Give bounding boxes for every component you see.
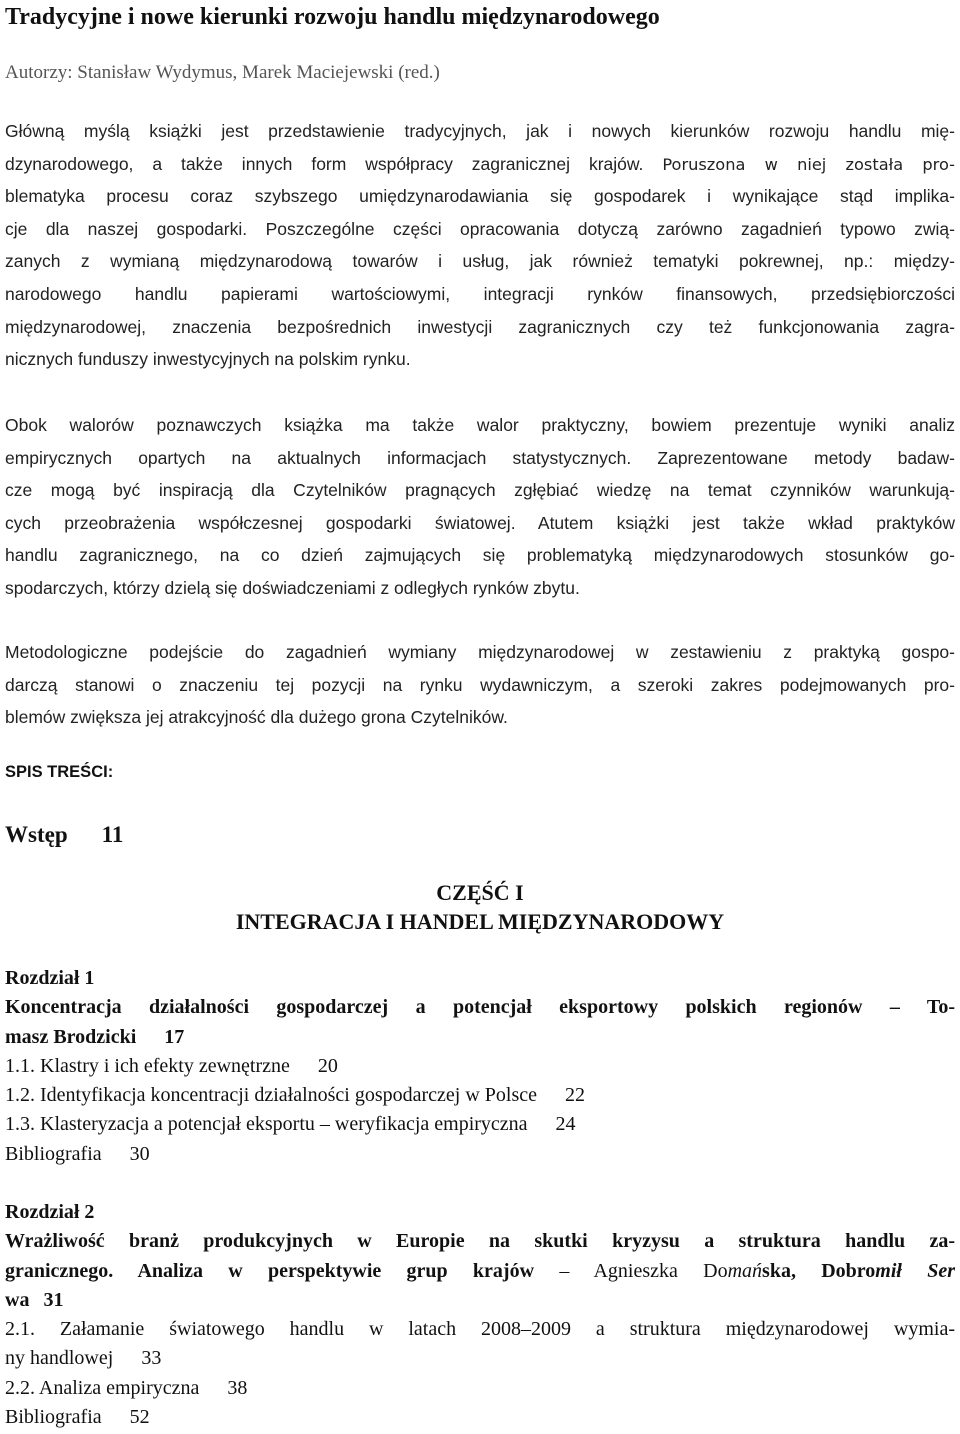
toc-page-number: 33	[141, 1347, 162, 1370]
toc-page-number: 11	[101, 822, 124, 847]
part-subheading: INTEGRACJA I HANDEL MIĘDZYNARODOWY	[235, 909, 725, 934]
chapter-title-continuation[interactable]: wa 31	[5, 1288, 64, 1311]
toc-section-entry[interactable]: 1.3. Klasteryzacja a potencjał eksportu – weryfikacja empiryczna 24	[5, 1113, 576, 1136]
chapter-title-continuation[interactable]: masz Brodzicki 17	[5, 1025, 185, 1048]
toc-section-entry[interactable]: 2.1. Załamanie światowego handlu w latach 2008–2009 a struktura międzynarodowej wymia-	[5, 1318, 955, 1341]
chapter-title[interactable]: Wrażliwość branż produkcyjnych w Europie na skutki kryzysu a struktura handlu za-	[5, 1230, 955, 1253]
description-paragraph-3	[5, 636, 955, 734]
toc-section-entry[interactable]: Bibliografia 30	[5, 1142, 150, 1165]
toc-heading: SPIS TREŚCI:	[5, 763, 114, 781]
toc-page-number: 30	[129, 1142, 150, 1165]
paragraph-line: Metodologiczne podejście do zagadnień wymiany międzynarodowej w zestawieniu z praktyką gospo-	[5, 642, 955, 662]
book-authors: Autorzy: Stanisław Wydymus, Marek Maciejewski (red.)	[5, 62, 440, 83]
toc-section-entry[interactable]: Bibliografia 52	[5, 1406, 150, 1429]
paragraph-line: empirycznych opartych na aktualnych informacjach statystycznych. Zaprezentowane metody badaw-	[5, 447, 955, 468]
paragraph-line: handlu zagranicznego, na co dzień zajmujących się problematyką międzynarodowych stosunków go-	[5, 545, 955, 566]
paragraph-line: Obok walorów poznawczych książka ma także walor praktyczny, bowiem prezentuje wyniki analiz	[5, 415, 955, 435]
paragraph-line: cze mogą być inspiracją dla Czytelników pragnących zgłębiać wiedzę na temat czynników warunkują-	[5, 480, 955, 501]
paragraph-line: nicznych funduszy inwestycyjnych na polskim rynku.	[5, 349, 411, 370]
paragraph-line: darczą stanowi o znaczeniu tej pozycji na rynku wydawniczym, a szeroki zakres podejmowanych pro-	[5, 674, 955, 695]
paragraph-line: blemów zwiększa jej atrakcyjność dla dużego grona Czytelników.	[5, 707, 508, 728]
description-paragraph-2	[5, 409, 955, 605]
book-title: Tradycyjne i nowe kierunki rozwoju handlu międzynarodowego	[5, 4, 660, 30]
toc-entry-intro[interactable]	[5, 818, 123, 852]
paragraph-line: cje dla naszej gospodarki. Poszczególne części opracowania dotyczą zarówno zagadnień typowo zwią-	[5, 218, 955, 239]
toc-page-number: 17	[164, 1025, 185, 1048]
toc-section-entry-continuation[interactable]: ny handlowej 33	[5, 1347, 162, 1370]
toc-page-number: 31	[43, 1288, 64, 1311]
toc-page-number: 24	[555, 1113, 576, 1136]
chapter-label: Rozdział 2	[5, 1201, 95, 1223]
toc-section-entry[interactable]: 1.2. Identyfikacja koncentracji działalności gospodarczej w Polsce 22	[5, 1084, 586, 1107]
toc-chapter-1	[5, 964, 955, 1169]
part-heading: CZĘŚĆ I	[436, 880, 524, 905]
paragraph-line: międzynarodowej, znaczenia bezpośrednich inwestycji zagranicznych czy też funkcjonowania zagra-	[5, 316, 955, 337]
toc-page-number: 20	[317, 1054, 338, 1077]
paragraph-line: cych przeobrażenia współczesnej gospodarki światowej. Atutem książki jest także wkład praktyków	[5, 512, 955, 533]
toc-section-entry[interactable]: 1.1. Klastry i ich efekty zewnętrzne 20	[5, 1054, 338, 1077]
toc-page-number: 22	[565, 1084, 586, 1107]
toc-chapter-2	[5, 1198, 955, 1432]
chapter-title[interactable]: Koncentracja działalności gospodarczej a potencjał eksportowy polskich regionów – To-	[5, 996, 955, 1019]
toc-page-number: 38	[227, 1376, 248, 1399]
chapter-label: Rozdział 1	[5, 967, 95, 989]
paragraph-line: zanych z wymianą międzynarodową towarów i usług, jak również tematyki pokrewnej, np.: między-	[5, 251, 955, 272]
chapter-title-continuation[interactable]: granicznego. Analiza w perspektywie grup krajów – Agnieszka Domańska, Dobromił Ser	[5, 1259, 956, 1282]
toc-page-number: 52	[129, 1406, 150, 1429]
paragraph-line: narodowego handlu papierami wartościowymi, integracji rynków finansowych, przedsiębiorczości	[5, 283, 955, 304]
description-paragraph-1	[5, 115, 955, 376]
paragraph-line: Główną myślą książki jest przedstawienie tradycyjnych, jak i nowych kierunków rozwoju handlu mię-	[5, 121, 955, 141]
paragraph-line: blematyka procesu coraz szybszego umiędzynarodawiania się gospodarek i wynikające stąd implika-	[5, 186, 955, 207]
paragraph-line: dzynarodowego, a także innych form współpracy zagranicznej krajów. Poruszona w niej została pro-	[5, 153, 955, 174]
toc-section-entry[interactable]: 2.2. Analiza empiryczna 38	[5, 1376, 248, 1399]
paragraph-line: spodarczych, którzy dzielą się doświadczeniami z odległych rynków zbytu.	[5, 577, 580, 598]
toc-entry-title: Wstęp	[5, 822, 68, 847]
